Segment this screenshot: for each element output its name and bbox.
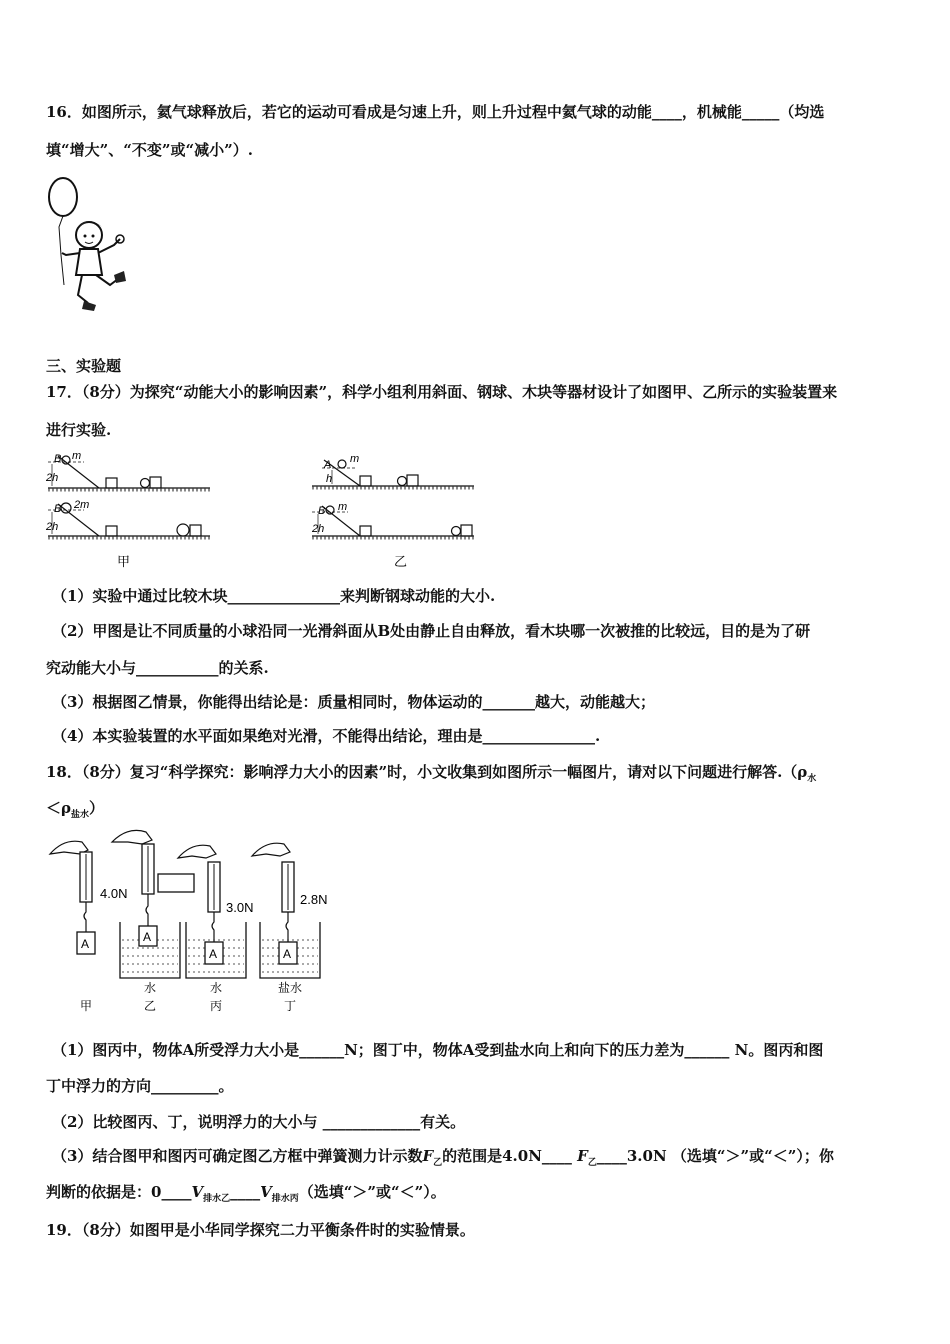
q16-line-1: 16．如图所示，氦气球释放后，若它的运动可看成是匀速上升，则上升过程中氦气球的动能____，机械能_____（均选 bbox=[46, 103, 825, 121]
caption-yi: 乙 bbox=[394, 554, 408, 569]
q17-sub-4: （4）本实验装置的水平面如果绝对光滑，不能得出结论，理由是_______________. bbox=[52, 727, 601, 745]
caption-ding: 丁 bbox=[284, 999, 297, 1013]
q19-line-1: 19．（8分）如图甲是小华同学探究二力平衡条件时的实验情景。 bbox=[46, 1221, 475, 1239]
q17-sub-3: （3）根据图乙情景，你能得出结论是：质量相同时，物体运动的_______越大，动能越大； bbox=[52, 693, 655, 711]
q18-sub-1b: 丁中浮力的方向_________。 bbox=[46, 1077, 234, 1095]
reading-jia: 4.0N bbox=[100, 886, 128, 901]
label-h: h bbox=[326, 473, 333, 485]
label-B: B bbox=[54, 453, 62, 465]
object-A-yi: A bbox=[143, 930, 152, 944]
label-m: m bbox=[338, 501, 348, 513]
symbol-F: F bbox=[422, 1147, 434, 1165]
V-sub-1: 排水乙 bbox=[203, 1194, 231, 1204]
object-A-jia: A bbox=[81, 937, 90, 951]
liquid-ding: 盐水 bbox=[278, 981, 303, 995]
q18-sub-3b-post: （选填“＞”或“＜”）。 bbox=[298, 1183, 446, 1201]
label-B: B bbox=[54, 503, 62, 515]
F-sub-yi: 乙 bbox=[587, 1158, 597, 1168]
label-A: A bbox=[324, 459, 332, 471]
q17-sub-2b: 究动能大小与___________的关系. bbox=[46, 659, 269, 677]
q18-line-1-text: 18．（8分）复习“科学探究：影响浮力大小的因素”时，小文收集到如图所示一幅图片，请对以下问题进行解答.（ρ bbox=[46, 763, 808, 781]
q17-sub-1: （1）实验中通过比较木块_______________来判断钢球动能的大小. bbox=[52, 587, 496, 605]
V-sub-2: 排水丙 bbox=[271, 1194, 299, 1204]
q18-line-2 bbox=[46, 798, 104, 825]
q17-figure-jia bbox=[44, 448, 214, 573]
label-B: B bbox=[318, 505, 326, 517]
q18-sub-3b-mid: ____ bbox=[230, 1183, 261, 1201]
label-m: m bbox=[72, 450, 82, 462]
q16-line-2: 填“增大”、“不变”或“减小”）. bbox=[46, 141, 253, 159]
q18-line-2-pre: ＜ρ bbox=[46, 799, 71, 817]
section-title: 三、实验题 bbox=[46, 357, 122, 375]
symbol-V: V bbox=[260, 1183, 272, 1201]
label-2h: 2h bbox=[312, 523, 325, 535]
rho-water-sub: 水 bbox=[807, 774, 817, 784]
object-A-bing: A bbox=[209, 947, 218, 961]
q18-sub-3b bbox=[46, 1182, 446, 1209]
liquid-bing: 水 bbox=[210, 981, 223, 995]
reading-bing: 3.0N bbox=[226, 900, 254, 915]
balloon-child-figure bbox=[44, 175, 134, 315]
label-m: m bbox=[350, 453, 360, 465]
caption-yi: 乙 bbox=[144, 999, 157, 1013]
label-2m: 2m bbox=[74, 499, 90, 511]
q18-sub-3a-post: ____3.0N （选填“＞”或“＜”）；你 bbox=[596, 1147, 834, 1165]
rho-saltwater-sub: 盐水 bbox=[70, 810, 89, 820]
q18-line-1 bbox=[46, 762, 816, 789]
q18-sub-1a: （1）图丙中，物体A所受浮力大小是______N；图丁中，物体A受到盐水向上和向下的压力差为______ N。图丙和图 bbox=[52, 1041, 824, 1059]
q18-sub-3a-pre: （3）结合图甲和图丙可确定图乙方框中弹簧测力计示数 bbox=[52, 1147, 423, 1165]
q17-figure-yi bbox=[308, 448, 478, 573]
q18-sub-3b-pre: 判断的依据是：0____ bbox=[46, 1183, 192, 1201]
q18-line-2-post: ） bbox=[89, 799, 105, 817]
label-2h: 2h bbox=[46, 521, 59, 533]
object-A-ding: A bbox=[283, 947, 292, 961]
q17-line-2: 进行实验. bbox=[46, 421, 112, 439]
F-sub-yi: 乙 bbox=[433, 1158, 443, 1168]
reading-ding: 2.8N bbox=[300, 892, 328, 907]
q18-sub-3a bbox=[52, 1146, 834, 1173]
caption-jia: 甲 bbox=[117, 554, 131, 569]
q17-line-1: 17．（8分）为探究“动能大小的影响因素”，科学小组利用斜面、钢球、木块等器材设计了如图甲、乙所示的实验装置来 bbox=[46, 383, 838, 401]
caption-bing: 丙 bbox=[210, 999, 223, 1013]
liquid-yi: 水 bbox=[144, 981, 157, 995]
symbol-F: F bbox=[577, 1147, 588, 1165]
symbol-V: V bbox=[191, 1183, 204, 1201]
label-2h: 2h bbox=[46, 472, 59, 484]
caption-jia: 甲 bbox=[80, 999, 93, 1013]
q18-sub-2: （2）比较图丙、丁，说明浮力的大小与 _____________有关。 bbox=[52, 1113, 466, 1131]
q18-sub-3a-mid: 的范围是4.0N____ bbox=[442, 1147, 572, 1165]
q18-buoyancy-figure bbox=[44, 828, 344, 1018]
q17-sub-2a: （2）甲图是让不同质量的小球沿同一光滑斜面从B处由静止自由释放，看木块哪一次被推的比较远，目的是为了研 bbox=[52, 622, 811, 640]
